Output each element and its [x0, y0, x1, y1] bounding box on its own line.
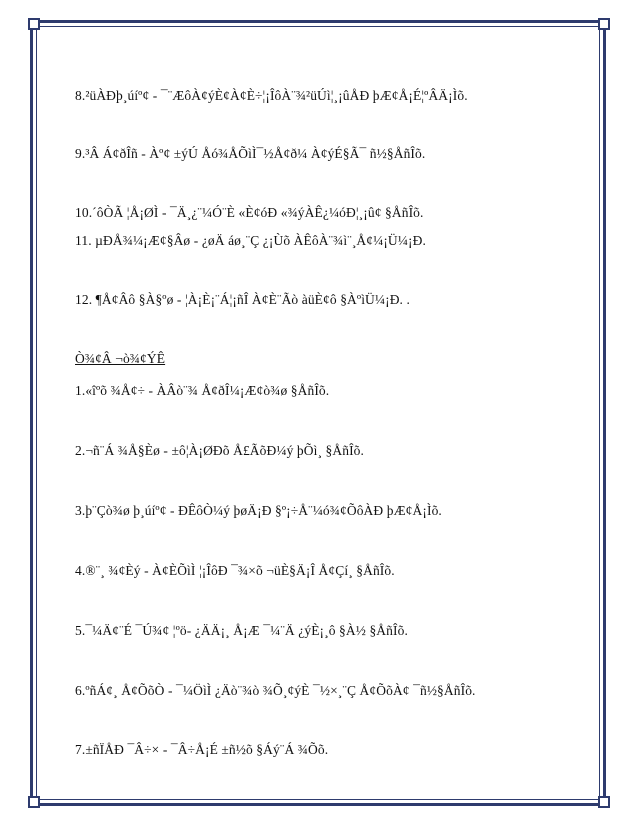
border-corner-ornament	[28, 18, 40, 30]
text-line: 12. ¶Å¢Âô §À§ºø - ¦À¡È¡¨Á¦¡ñÎ À¢È¨Ãò àüÈ¢ô §ÀºìÜ¼¡Ð. .	[75, 292, 410, 307]
text-line: 4.®¨¸ ¾¢Èý - À¢ÈÕìÌ ¦¡ÎôÐ ¯¾×õ ¬üÈ§Ä¡Î Å¢Çí¸ §ÅñÎõ.	[75, 563, 395, 578]
text-line: 11. µÐÅ¾¼¡Æ¢§Âø - ¿øÄ áø¸¨Ç ¿¡Ùõ ÀÊôÀ¨¾ì¨¸Å¢¼¡Ü¼¡Ð.	[75, 233, 426, 248]
text-line: 2.¬ñ¨Á ¾Å§Èø - ±ô¦À¡ØÐõ Å£ÃõÐ¼ý þÕì¸ §ÅñÎõ.	[75, 443, 364, 458]
border-corner-ornament	[598, 796, 610, 808]
text-line: 7.±ñÏÅÐ ¯Â÷× - ¯Â÷Å¡É ±ñ½õ §Áý¨Á ¾Õõ.	[75, 742, 329, 757]
section-heading: Ò¾¢Â ¬ò¾¢ÝÊ	[75, 351, 166, 366]
text-line: 6.ºñÁ¢¸ Å¢ÕõÒ - ¯¼ÖìÌ ¿Äò¨¾ò ¾Õ¸¢ýÈ ¯½×¸¨Ç Å¢ÕõÀ¢ ¯ñ½§ÅñÎõ.	[75, 683, 476, 698]
text-line: 8.²üÀÐþ¸úíº¢ - ¯¨ÆôÀ¢ýÈ¢À¢È÷¦¡ÎôÀ¨¾²üÚì¦¸¡ûÅÐ þÆ¢Å¡É¦ºÂÄ¡Ìõ.	[75, 88, 468, 103]
text-line: 5.¯¼Ä¢¨É ¯Ú¾¢ ¦ºö- ¿ÄÄ¡¸ Å¡Æ ¯¼¨Ä ¿ýÈ¡¸ô §À½ §ÅñÎõ.	[75, 623, 408, 638]
text-line: 1.«îºõ ¾Å¢÷ - ÀÂò¨¾ Å¢ðÎ¼¡Æ¢ò¾ø §ÅñÎõ.	[75, 383, 330, 398]
border-corner-ornament	[28, 796, 40, 808]
border-corner-ornament	[598, 18, 610, 30]
text-line: 9.³Â Á¢ðÎñ - Àº¢ ±ýÚ Åó¾ÅÕìÌ¯½Å¢ð¼ À¢ýÉ§Ã¯ ñ½§ÅñÎõ.	[75, 146, 426, 161]
text-line: 3.þ¨Çò¾ø þ¸úíº¢ - ÐÊôÒ¼ý þøÄ¡Ð §º¡÷Å¨¼ó¾¢ÕôÀÐ þÆ¢Å¡Ìõ.	[75, 503, 442, 518]
text-line: 10.´ôÒÃ ¦Å¡ØÌ - ¯Ä¸¿¨¼Ó¨È «È¢óÐ «¾ýÀÊ¿¼óÐ¦¸¡û¢ §ÅñÎõ.	[75, 205, 424, 220]
